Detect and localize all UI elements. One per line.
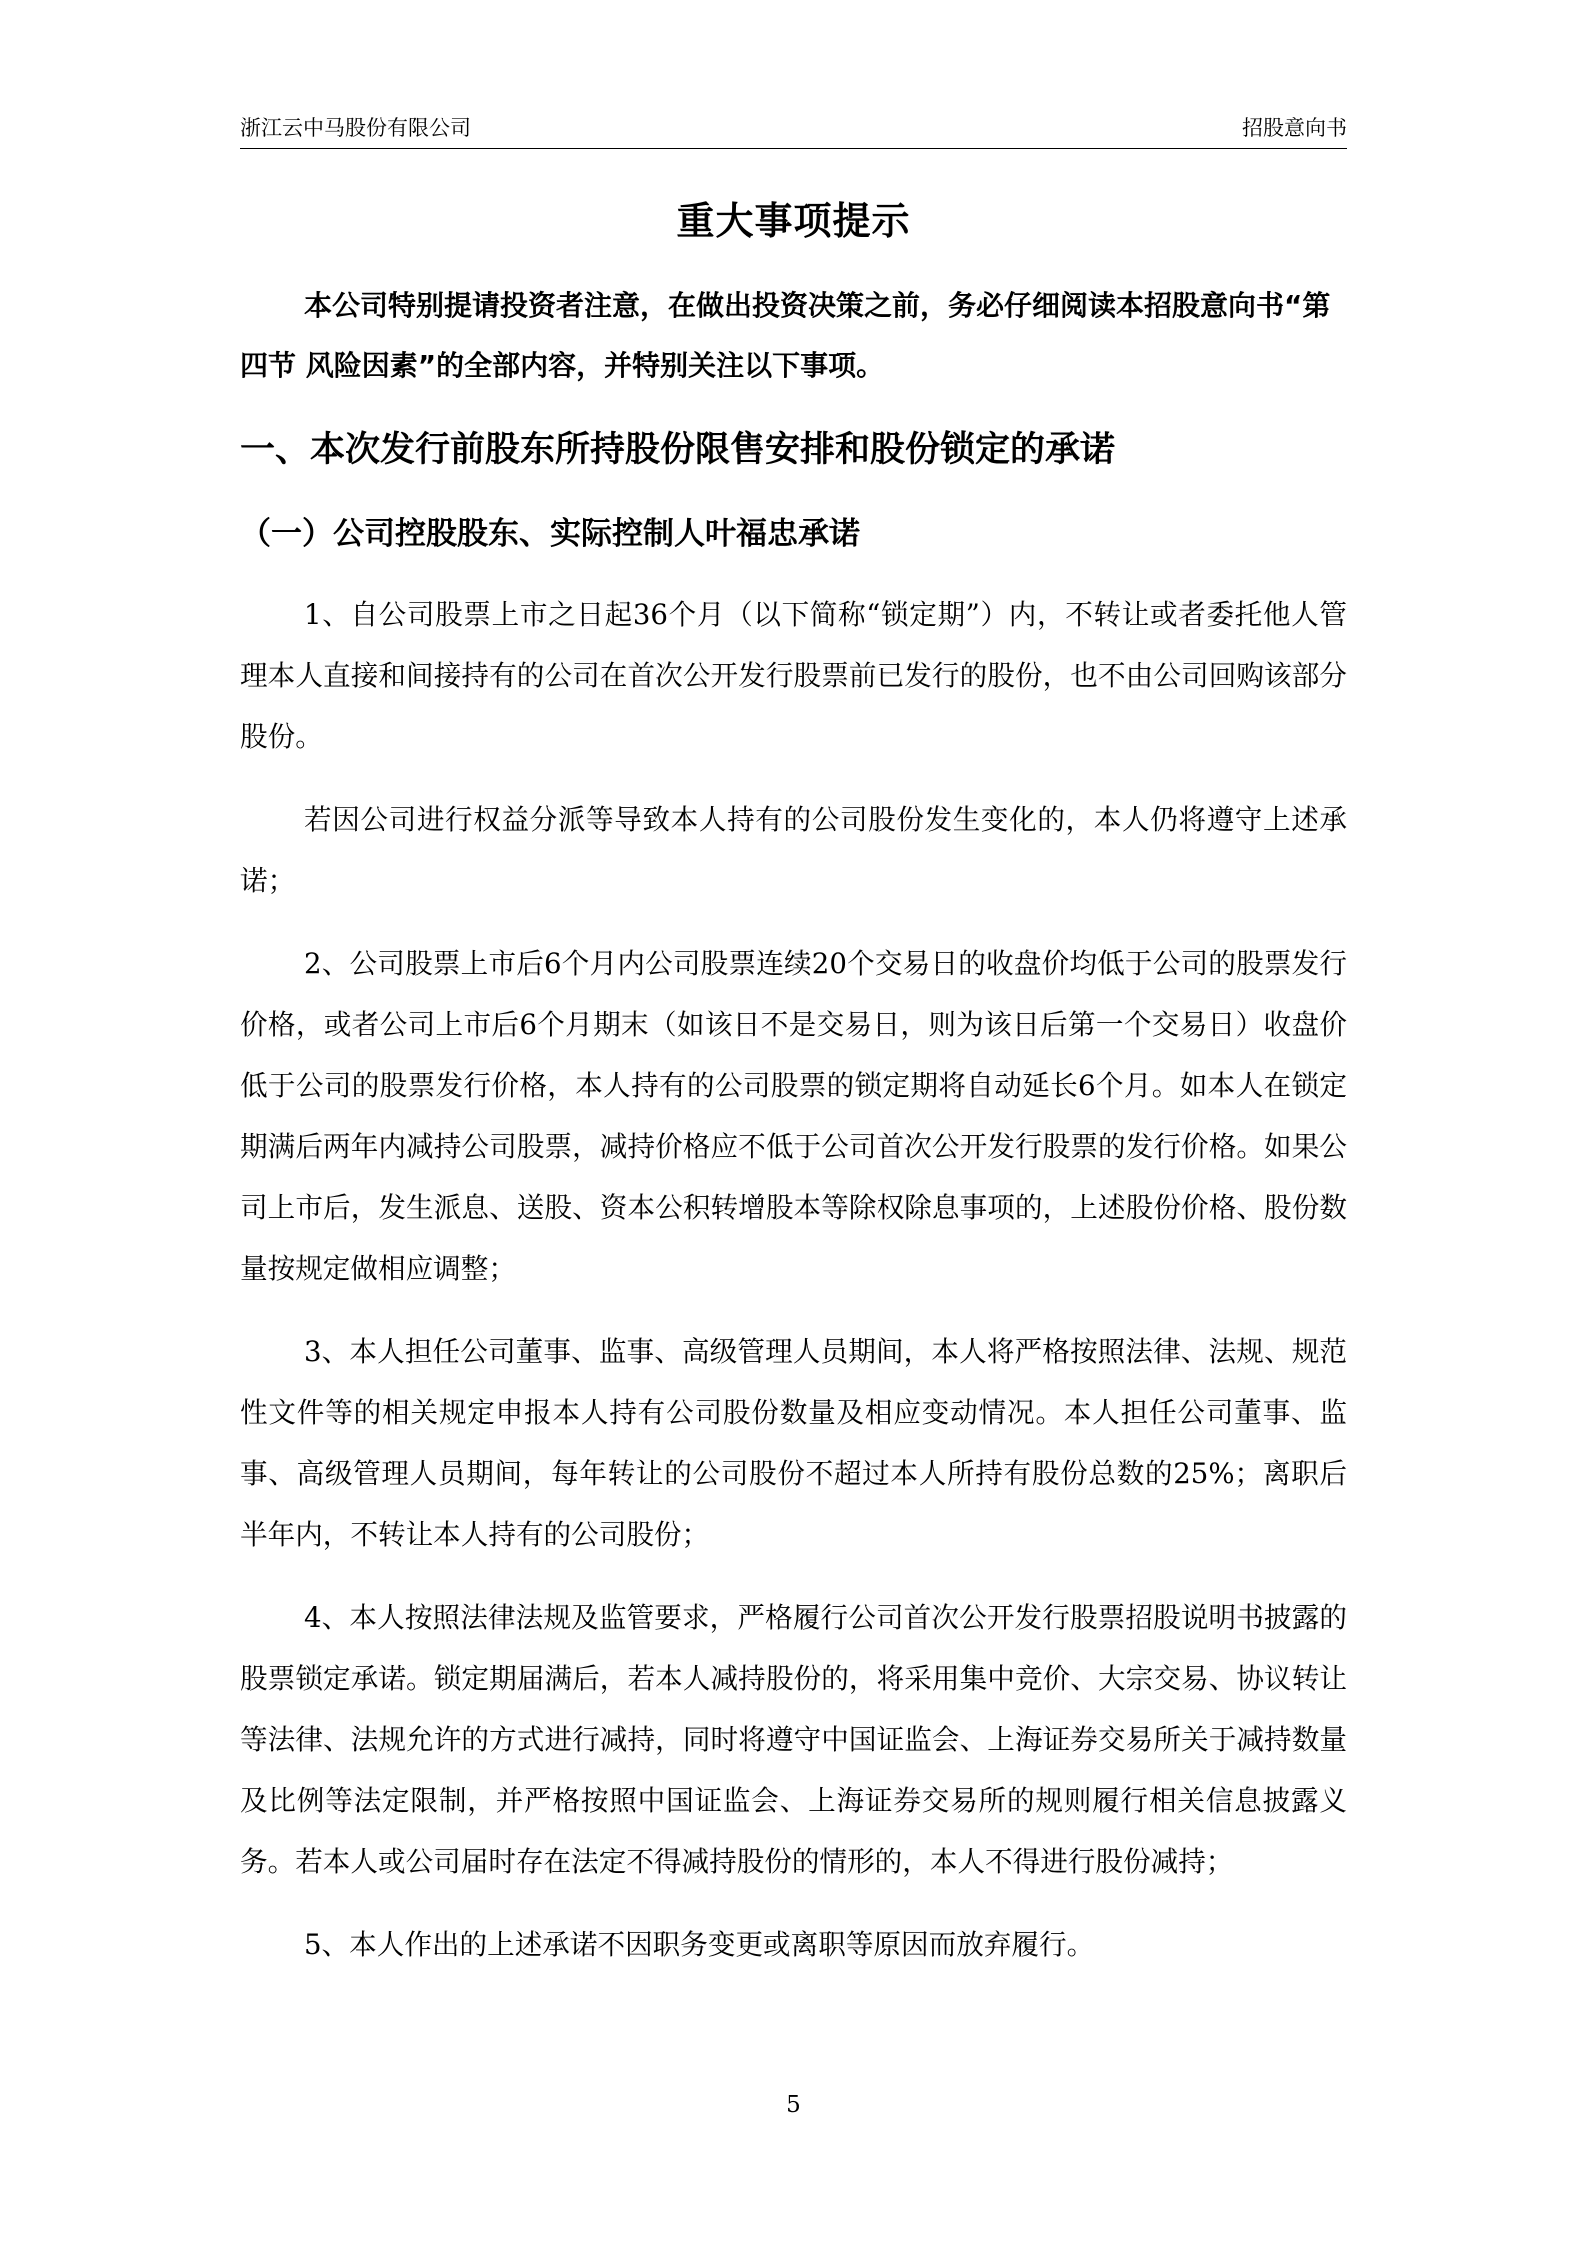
section-heading: 一、本次发行前股东所持股份限售安排和股份锁定的承诺 xyxy=(240,430,1116,470)
paragraph-price-extension: 2、公司股票上市后6个月内公司股票连续20个交易日的收盘价均低于公司的股票发行价格，或者公司上市后6个月期末（如该日不是交易日，则为该日后第一个交易日）收盘价低于公司的股票发行价格，本人持有的公司股票的锁定期将自动延长6个月。如本人在锁定期满后两年内减持公司股票，减持价格应不低于公司首次公开发行股票的发行价格。如果公司上市后，发生派息、送股、资本公积转增股本等除权除息事项的，上述股份价格、股份数量按规定做相应调整； xyxy=(240,947,1347,1285)
paragraph-equity-distribution: 若因公司进行权益分派等导致本人持有的公司股份发生变化的，本人仍将遵守上述承诺； xyxy=(240,803,1347,897)
header-document-type: 招股意向书 xyxy=(1242,116,1347,140)
paragraph-lockup-36-months: 1、自公司股票上市之日起36个月（以下简称“锁定期”）内，不转让或者委托他人管理本人直接和间接持有的公司在首次公开发行股票前已发行的股份，也不由公司回购该部分股份。 xyxy=(240,598,1347,753)
notice-paragraph: 本公司特别提请投资者注意，在做出投资决策之前，务必仔细阅读本招股意向书“第四节 风险因素”的全部内容，并特别关注以下事项。 xyxy=(240,289,1331,382)
subsection-heading: （一）公司控股股东、实际控制人叶福忠承诺 xyxy=(240,516,860,552)
paragraph-reduction-rules: 4、本人按照法律法规及监管要求，严格履行公司首次公开发行股票招股说明书披露的股票锁定承诺。锁定期届满后，若本人减持股份的，将采用集中竞价、大宗交易、协议转让等法律、法规允许的方式进行减持，同时将遵守中国证监会、上海证券交易所关于减持数量及比例等法定限制，并严格按照中国证监会、上海证券交易所的规则履行相关信息披露义务。若本人或公司届时存在法定不得减持股份的情形的，本人不得进行股份减持； xyxy=(240,1601,1347,1878)
page-content xyxy=(240,188,1347,1997)
paragraph-director-transfer-limit: 3、本人担任公司董事、监事、高级管理人员期间，本人将严格按照法律、法规、规范性文件等的相关规定申报本人持有公司股份数量及相应变动情况。本人担任公司董事、监事、高级管理人员期间，每年转让的公司股份不超过本人所持有股份总数的25%；离职后半年内，不转让本人持有的公司股份； xyxy=(240,1335,1347,1551)
page-title: 重大事项提示 xyxy=(676,199,911,243)
header-company-name: 浙江云中马股份有限公司 xyxy=(240,116,471,140)
page-number: 5 xyxy=(786,2092,801,2118)
paragraph-commitment-validity: 5、本人作出的上述承诺不因职务变更或离职等原因而放弃履行。 xyxy=(304,1928,1095,1961)
page-header xyxy=(240,110,1347,149)
